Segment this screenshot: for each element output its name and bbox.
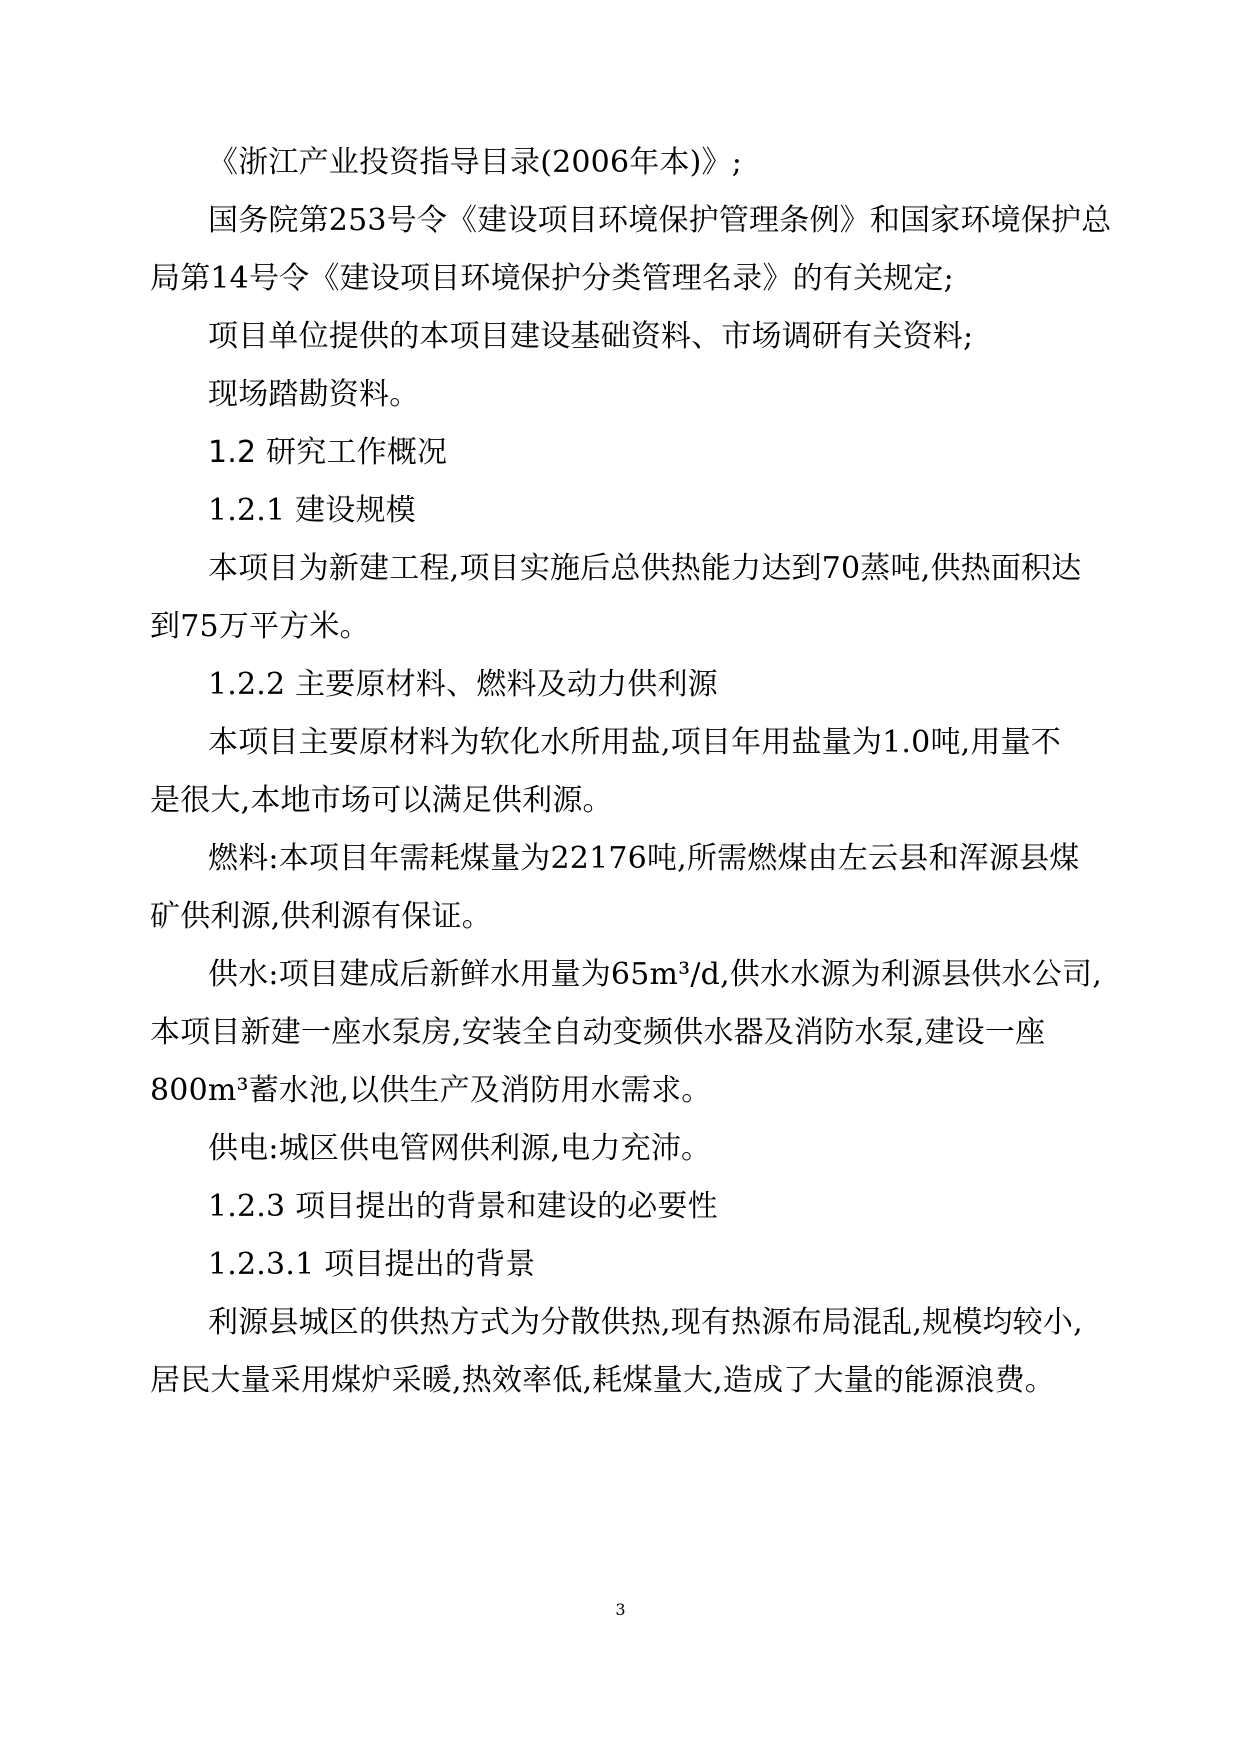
section-heading-1-2-3: 1.2.3 项目提出的背景和建设的必要性 bbox=[208, 1189, 718, 1224]
paragraph-line-scale-1: 本项目为新建工程,项目实施后总供热能力达到70蒸吨,供热面积达 bbox=[208, 551, 1082, 586]
page-number: 3 bbox=[615, 1600, 626, 1619]
section-heading-1-2: 1.2 研究工作概况 bbox=[208, 435, 448, 470]
paragraph-line-regulation-14: 局第14号令《建设项目环境保护分类管理名录》的有关规定; bbox=[150, 261, 954, 296]
paragraph-line-materials-1: 本项目主要原材料为软化水所用盐,项目年用盐量为1.0吨,用量不 bbox=[208, 725, 1061, 760]
paragraph-line-reference-zhejiang: 《浙江产业投资指导目录(2006年本)》; bbox=[208, 145, 743, 180]
paragraph-line-fuel-1: 燃料:本项目年需耗煤量为22176吨,所需燃煤由左云县和浑源县煤 bbox=[208, 841, 1080, 876]
paragraph-line-water-2: 本项目新建一座水泵房,安装全自动变频供水器及消防水泵,建设一座 bbox=[150, 1015, 1046, 1050]
section-heading-1-2-3-1: 1.2.3.1 项目提出的背景 bbox=[208, 1247, 536, 1282]
paragraph-line-regulation-253: 国务院第253号令《建设项目环境保护管理条例》和国家环境保护总 bbox=[208, 203, 1112, 238]
paragraph-line-site-survey: 现场踏勘资料。 bbox=[208, 377, 420, 412]
paragraph-line-power: 供电:城区供电管网供利源,电力充沛。 bbox=[208, 1131, 712, 1166]
section-heading-1-2-1: 1.2.1 建设规模 bbox=[208, 493, 416, 528]
paragraph-line-background-1: 利源县城区的供热方式为分散供热,现有热源布局混乱,规模均较小, bbox=[208, 1305, 1083, 1340]
paragraph-line-background-2: 居民大量采用煤炉采暖,热效率低,耗煤量大,造成了大量的能源浪费。 bbox=[150, 1363, 1056, 1398]
paragraph-line-scale-2: 到75万平方米。 bbox=[150, 609, 370, 644]
paragraph-line-water-3: 800m³蓄水池,以供生产及消防用水需求。 bbox=[150, 1073, 712, 1108]
paragraph-line-water-1: 供水:项目建成后新鲜水用量为65m³/d,供水水源为利源县供水公司, bbox=[208, 957, 1102, 992]
section-heading-1-2-2: 1.2.2 主要原材料、燃料及动力供利源 bbox=[208, 667, 718, 702]
paragraph-line-project-data: 项目单位提供的本项目建设基础资料、市场调研有关资料; bbox=[208, 319, 974, 354]
paragraph-line-materials-2: 是很大,本地市场可以满足供利源。 bbox=[150, 783, 613, 818]
paragraph-line-fuel-2: 矿供利源,供利源有保证。 bbox=[150, 899, 492, 934]
